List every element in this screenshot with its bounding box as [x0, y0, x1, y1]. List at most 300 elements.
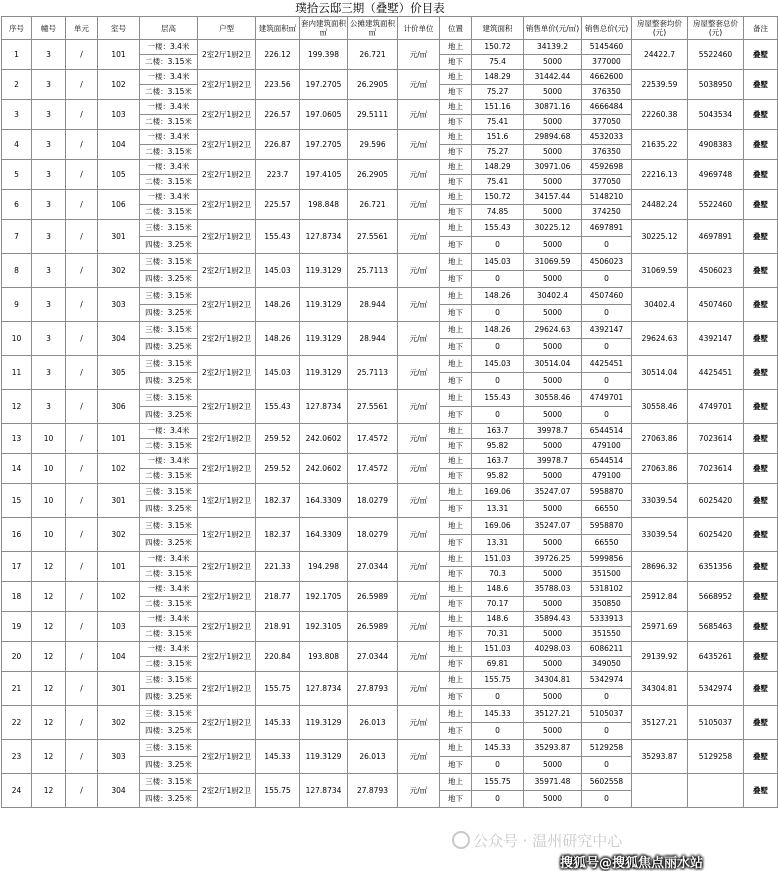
cell-floor-height: 二楼：3.15米 [140, 567, 198, 582]
cell-unit-price: 31442.44 [524, 70, 582, 85]
cell-position: 地下 [440, 305, 472, 322]
cell-room: 101 [98, 424, 140, 454]
cell-sub-area: 151.03 [472, 642, 524, 657]
cell-room: 301 [98, 220, 140, 254]
cell-unit-price: 5000 [524, 757, 582, 774]
cell-position: 地下 [440, 271, 472, 288]
cell-inner-area: 197.2705 [300, 70, 348, 100]
cell-inner-area: 198.848 [300, 190, 348, 220]
cell-shared-area: 27.0344 [348, 552, 398, 582]
cell-shared-area: 18.0279 [348, 484, 398, 518]
cell-unit-price: 35894.43 [524, 612, 582, 627]
column-header: 幢号 [32, 17, 66, 40]
cell-unit: / [66, 322, 98, 356]
cell-building: 12 [32, 774, 66, 808]
cell-shared-area: 28.944 [348, 288, 398, 322]
cell-area: 155.75 [256, 672, 300, 706]
cell-unit-price: 30514.04 [524, 356, 582, 373]
column-header: 备注 [744, 17, 778, 40]
cell-unit-price: 5000 [524, 439, 582, 454]
cell-position: 地上 [440, 100, 472, 115]
cell-sub-total: 5958870 [582, 518, 632, 535]
cell-number: 24 [2, 774, 32, 808]
table-row [2, 672, 778, 689]
cell-room: 105 [98, 160, 140, 190]
cell-note: 叠墅 [744, 160, 778, 190]
cell-floor-height: 四楼：3.25米 [140, 535, 198, 552]
cell-inner-area: 119.3129 [300, 288, 348, 322]
cell-unit-price: 5000 [524, 145, 582, 160]
cell-building: 12 [32, 642, 66, 672]
cell-area: 218.91 [256, 612, 300, 642]
cell-sub-total: 0 [582, 305, 632, 322]
table-row [2, 582, 778, 597]
cell-unit-price: 5000 [524, 501, 582, 518]
cell-layout: 2室2厅1厨2卫 [198, 322, 256, 356]
cell-layout: 2室2厅1厨2卫 [198, 356, 256, 390]
cell-floor-height: 四楼：3.25米 [140, 689, 198, 706]
cell-floor-height: 三楼：3.15米 [140, 288, 198, 305]
cell-note: 叠墅 [744, 518, 778, 552]
cell-shared-area: 27.8793 [348, 672, 398, 706]
cell-price-unit: 元/㎡ [398, 582, 440, 612]
table-row [2, 220, 778, 237]
cell-floor-height: 二楼：3.15米 [140, 205, 198, 220]
cell-unit-price: 40298.03 [524, 642, 582, 657]
cell-area: 145.33 [256, 706, 300, 740]
cell-area: 223.7 [256, 160, 300, 190]
cell-sub-area: 145.03 [472, 356, 524, 373]
cell-number: 9 [2, 288, 32, 322]
cell-room: 304 [98, 774, 140, 808]
cell-unit-price: 5000 [524, 85, 582, 100]
cell-inner-area: 194.298 [300, 552, 348, 582]
cell-sub-total: 376350 [582, 145, 632, 160]
cell-unit-price: 35127.21 [524, 706, 582, 723]
column-header: 公摊建筑面积㎡ [348, 17, 398, 40]
cell-floor-height: 一楼：3.4米 [140, 70, 198, 85]
cell-note: 叠墅 [744, 552, 778, 582]
cell-position: 地上 [440, 424, 472, 439]
cell-floor-height: 四楼：3.25米 [140, 501, 198, 518]
cell-note: 叠墅 [744, 706, 778, 740]
cell-sub-area: 75.27 [472, 145, 524, 160]
cell-floor-height: 一楼：3.4米 [140, 130, 198, 145]
watermark-sohu: 搜狐号@搜狐焦点丽水站 [560, 856, 704, 871]
cell-room: 302 [98, 706, 140, 740]
cell-note: 叠墅 [744, 130, 778, 160]
cell-sub-area: 13.31 [472, 501, 524, 518]
cell-sub-area: 95.82 [472, 469, 524, 484]
cell-unit-price: 39978.7 [524, 454, 582, 469]
column-header: 建筑面积 [472, 17, 524, 40]
cell-number: 22 [2, 706, 32, 740]
cell-unit-price: 5000 [524, 407, 582, 424]
cell-average-price: 30402.4 [632, 288, 688, 322]
cell-sub-total: 4592698 [582, 160, 632, 175]
cell-room: 306 [98, 390, 140, 424]
cell-room: 303 [98, 288, 140, 322]
cell-sub-area: 148.26 [472, 288, 524, 305]
cell-unit-price: 5000 [524, 567, 582, 582]
cell-unit-price: 30558.46 [524, 390, 582, 407]
cell-floor-height: 二楼：3.15米 [140, 115, 198, 130]
cell-sub-total: 5999856 [582, 552, 632, 567]
cell-unit-price: 30871.16 [524, 100, 582, 115]
cell-layout: 2室2厅1厨2卫 [198, 582, 256, 612]
cell-total-price [688, 774, 744, 808]
cell-shared-area: 25.7113 [348, 254, 398, 288]
cell-unit-price: 31069.59 [524, 254, 582, 271]
cell-building: 12 [32, 706, 66, 740]
cell-note: 叠墅 [744, 190, 778, 220]
cell-room: 301 [98, 672, 140, 706]
cell-floor-height: 四楼：3.25米 [140, 757, 198, 774]
cell-position: 地上 [440, 706, 472, 723]
cell-price-unit: 元/㎡ [398, 706, 440, 740]
cell-unit: / [66, 612, 98, 642]
cell-position: 地上 [440, 484, 472, 501]
cell-sub-total: 5333913 [582, 612, 632, 627]
cell-area: 148.26 [256, 322, 300, 356]
cell-position: 地下 [440, 501, 472, 518]
cell-note: 叠墅 [744, 390, 778, 424]
cell-total-price: 5668952 [688, 582, 744, 612]
table-row [2, 706, 778, 723]
cell-note: 叠墅 [744, 424, 778, 454]
column-header: 户型 [198, 17, 256, 40]
column-header: 单元 [66, 17, 98, 40]
cell-position: 地下 [440, 205, 472, 220]
cell-price-unit: 元/㎡ [398, 322, 440, 356]
cell-total-price: 5129258 [688, 740, 744, 774]
cell-area: 148.26 [256, 288, 300, 322]
cell-layout: 2室2厅1厨2卫 [198, 100, 256, 130]
cell-note: 叠墅 [744, 220, 778, 254]
cell-position: 地下 [440, 373, 472, 390]
cell-price-unit: 元/㎡ [398, 160, 440, 190]
table-header-row [2, 17, 778, 40]
table-row [2, 740, 778, 757]
cell-sub-area: 0 [472, 723, 524, 740]
cell-floor-height: 二楼：3.15米 [140, 439, 198, 454]
cell-floor-height: 一楼：3.4米 [140, 612, 198, 627]
cell-floor-height: 四楼：3.25米 [140, 305, 198, 322]
cell-unit-price: 5000 [524, 723, 582, 740]
cell-position: 地上 [440, 390, 472, 407]
table-row [2, 552, 778, 567]
table-row [2, 612, 778, 627]
cell-average-price: 25971.69 [632, 612, 688, 642]
cell-building: 3 [32, 190, 66, 220]
cell-sub-area: 150.72 [472, 40, 524, 55]
cell-shared-area: 26.721 [348, 40, 398, 70]
cell-shared-area: 27.0344 [348, 642, 398, 672]
cell-area: 155.75 [256, 774, 300, 808]
cell-room: 102 [98, 70, 140, 100]
cell-unit: / [66, 424, 98, 454]
cell-building: 12 [32, 552, 66, 582]
cell-note: 叠墅 [744, 70, 778, 100]
cell-unit: / [66, 582, 98, 612]
cell-floor-height: 一楼：3.4米 [140, 582, 198, 597]
cell-average-price: 24422.7 [632, 40, 688, 70]
cell-inner-area: 197.2705 [300, 130, 348, 160]
cell-number: 5 [2, 160, 32, 190]
cell-unit-price: 35247.07 [524, 484, 582, 501]
cell-area: 220.84 [256, 642, 300, 672]
cell-area: 226.87 [256, 130, 300, 160]
cell-sub-total: 351550 [582, 627, 632, 642]
cell-floor-height: 二楼：3.15米 [140, 597, 198, 612]
cell-area: 259.52 [256, 424, 300, 454]
cell-position: 地下 [440, 791, 472, 808]
cell-floor-height: 一楼：3.4米 [140, 100, 198, 115]
cell-note: 叠墅 [744, 40, 778, 70]
cell-position: 地下 [440, 689, 472, 706]
cell-note: 叠墅 [744, 322, 778, 356]
cell-sub-total: 377050 [582, 175, 632, 190]
cell-total-price: 6025420 [688, 518, 744, 552]
cell-sub-area: 145.03 [472, 254, 524, 271]
cell-shared-area: 26.013 [348, 706, 398, 740]
cell-sub-area: 0 [472, 407, 524, 424]
cell-unit-price: 5000 [524, 791, 582, 808]
cell-room: 101 [98, 552, 140, 582]
table-row [2, 70, 778, 85]
cell-total-price: 5342974 [688, 672, 744, 706]
cell-floor-height: 三楼：3.15米 [140, 774, 198, 791]
cell-inner-area: 242.0602 [300, 454, 348, 484]
cell-sub-area: 163.7 [472, 454, 524, 469]
cell-room: 304 [98, 322, 140, 356]
cell-note: 叠墅 [744, 642, 778, 672]
cell-unit-price: 30225.12 [524, 220, 582, 237]
cell-unit: / [66, 390, 98, 424]
cell-layout: 2室2厅1厨2卫 [198, 706, 256, 740]
cell-shared-area: 29.5111 [348, 100, 398, 130]
cell-average-price: 30225.12 [632, 220, 688, 254]
cell-room: 302 [98, 254, 140, 288]
cell-layout: 2室2厅1厨2卫 [198, 774, 256, 808]
cell-note: 叠墅 [744, 774, 778, 808]
cell-position: 地上 [440, 130, 472, 145]
cell-inner-area: 119.3129 [300, 740, 348, 774]
cell-position: 地下 [440, 85, 472, 100]
cell-position: 地上 [440, 612, 472, 627]
cell-position: 地上 [440, 642, 472, 657]
cell-floor-height: 三楼：3.15米 [140, 322, 198, 339]
cell-room: 103 [98, 100, 140, 130]
cell-unit: / [66, 774, 98, 808]
cell-unit: / [66, 356, 98, 390]
cell-floor-height: 一楼：3.4米 [140, 642, 198, 657]
cell-floor-height: 四楼：3.25米 [140, 339, 198, 356]
cell-unit-price: 30971.06 [524, 160, 582, 175]
cell-average-price: 31069.59 [632, 254, 688, 288]
cell-sub-area: 169.06 [472, 518, 524, 535]
column-header: 位置 [440, 17, 472, 40]
cell-sub-total: 0 [582, 373, 632, 390]
cell-floor-height: 三楼：3.15米 [140, 356, 198, 373]
table-row [2, 322, 778, 339]
cell-layout: 2室2厅1厨2卫 [198, 672, 256, 706]
cell-position: 地上 [440, 740, 472, 757]
cell-inner-area: 119.3129 [300, 322, 348, 356]
cell-position: 地上 [440, 220, 472, 237]
table-body [2, 40, 778, 808]
cell-position: 地上 [440, 160, 472, 175]
cell-number: 14 [2, 454, 32, 484]
cell-note: 叠墅 [744, 740, 778, 774]
cell-sub-area: 70.3 [472, 567, 524, 582]
cell-note: 叠墅 [744, 672, 778, 706]
cell-average-price: 24482.24 [632, 190, 688, 220]
cell-average-price: 34304.81 [632, 672, 688, 706]
cell-room: 305 [98, 356, 140, 390]
cell-inner-area: 119.3129 [300, 356, 348, 390]
cell-unit: / [66, 518, 98, 552]
cell-unit: / [66, 190, 98, 220]
cell-sub-total: 5318102 [582, 582, 632, 597]
cell-note: 叠墅 [744, 612, 778, 642]
cell-sub-total: 6544514 [582, 424, 632, 439]
cell-sub-area: 155.75 [472, 672, 524, 689]
cell-unit-price: 5000 [524, 597, 582, 612]
cell-inner-area: 242.0602 [300, 424, 348, 454]
table-row [2, 774, 778, 791]
cell-layout: 2室2厅1厨2卫 [198, 130, 256, 160]
cell-position: 地下 [440, 237, 472, 254]
cell-sub-total: 0 [582, 271, 632, 288]
cell-inner-area: 199.398 [300, 40, 348, 70]
cell-layout: 2室2厅1厨2卫 [198, 740, 256, 774]
cell-price-unit: 元/㎡ [398, 424, 440, 454]
cell-unit-price: 5000 [524, 535, 582, 552]
cell-sub-area: 0 [472, 305, 524, 322]
cell-unit: / [66, 130, 98, 160]
cell-floor-height: 三楼：3.15米 [140, 740, 198, 757]
cell-layout: 1室2厅1厨2卫 [198, 518, 256, 552]
cell-sub-total: 374250 [582, 205, 632, 220]
cell-building: 3 [32, 322, 66, 356]
cell-building: 3 [32, 160, 66, 190]
cell-room: 104 [98, 130, 140, 160]
cell-room: 303 [98, 740, 140, 774]
cell-number: 11 [2, 356, 32, 390]
cell-sub-total: 6086211 [582, 642, 632, 657]
cell-price-unit: 元/㎡ [398, 70, 440, 100]
cell-area: 218.77 [256, 582, 300, 612]
cell-sub-area: 0 [472, 757, 524, 774]
cell-layout: 2室2厅1厨2卫 [198, 70, 256, 100]
cell-area: 145.03 [256, 254, 300, 288]
cell-unit: / [66, 740, 98, 774]
cell-average-price: 33039.54 [632, 518, 688, 552]
cell-floor-height: 四楼：3.25米 [140, 271, 198, 288]
cell-sub-total: 0 [582, 791, 632, 808]
cell-sub-total: 4425451 [582, 356, 632, 373]
cell-floor-height: 三楼：3.15米 [140, 484, 198, 501]
cell-layout: 2室2厅1厨2卫 [198, 160, 256, 190]
cell-price-unit: 元/㎡ [398, 612, 440, 642]
cell-average-price: 35293.87 [632, 740, 688, 774]
cell-room: 302 [98, 518, 140, 552]
cell-sub-area: 75.4 [472, 55, 524, 70]
cell-total-price: 4697891 [688, 220, 744, 254]
cell-building: 12 [32, 672, 66, 706]
cell-sub-total: 6544514 [582, 454, 632, 469]
cell-price-unit: 元/㎡ [398, 190, 440, 220]
cell-shared-area: 26.013 [348, 740, 398, 774]
cell-note: 叠墅 [744, 582, 778, 612]
cell-sub-total: 0 [582, 407, 632, 424]
cell-layout: 2室2厅1厨2卫 [198, 40, 256, 70]
cell-sub-total: 5145460 [582, 40, 632, 55]
cell-unit-price: 35971.48 [524, 774, 582, 791]
cell-floor-height: 二楼：3.15米 [140, 657, 198, 672]
cell-sub-total: 0 [582, 689, 632, 706]
cell-building: 10 [32, 484, 66, 518]
table-row [2, 454, 778, 469]
cell-layout: 2室2厅1厨2卫 [198, 220, 256, 254]
column-header: 室号 [98, 17, 140, 40]
cell-unit: / [66, 484, 98, 518]
cell-total-price: 4425451 [688, 356, 744, 390]
cell-average-price: 22539.59 [632, 70, 688, 100]
cell-position: 地上 [440, 774, 472, 791]
cell-sub-total: 0 [582, 237, 632, 254]
cell-price-unit: 元/㎡ [398, 130, 440, 160]
cell-total-price: 4908383 [688, 130, 744, 160]
cell-area: 221.33 [256, 552, 300, 582]
cell-sub-area: 151.16 [472, 100, 524, 115]
cell-position: 地上 [440, 322, 472, 339]
cell-position: 地上 [440, 672, 472, 689]
column-header: 层高 [140, 17, 198, 40]
cell-shared-area: 17.4572 [348, 454, 398, 484]
watermark-line1: 公众号 · 温州研究中心 [473, 832, 623, 850]
cell-building: 10 [32, 518, 66, 552]
cell-area: 145.33 [256, 740, 300, 774]
cell-inner-area: 164.3309 [300, 518, 348, 552]
cell-floor-height: 四楼：3.25米 [140, 373, 198, 390]
cell-layout: 2室2厅1厨2卫 [198, 552, 256, 582]
cell-room: 102 [98, 454, 140, 484]
cell-average-price: 29139.92 [632, 642, 688, 672]
cell-shared-area: 29.596 [348, 130, 398, 160]
cell-sub-area: 0 [472, 373, 524, 390]
cell-room: 301 [98, 484, 140, 518]
cell-unit-price: 5000 [524, 271, 582, 288]
cell-shared-area: 26.5989 [348, 582, 398, 612]
cell-building: 3 [32, 70, 66, 100]
table-row [2, 100, 778, 115]
cell-position: 地下 [440, 115, 472, 130]
cell-shared-area: 27.5561 [348, 220, 398, 254]
cell-average-price: 27063.86 [632, 454, 688, 484]
cell-number: 6 [2, 190, 32, 220]
cell-building: 3 [32, 390, 66, 424]
cell-position: 地下 [440, 723, 472, 740]
cell-unit-price: 35247.07 [524, 518, 582, 535]
cell-floor-height: 一楼：3.4米 [140, 552, 198, 567]
cell-building: 3 [32, 288, 66, 322]
cell-inner-area: 197.4105 [300, 160, 348, 190]
cell-sub-total: 5958870 [582, 484, 632, 501]
cell-layout: 2室2厅1厨2卫 [198, 424, 256, 454]
cell-sub-total: 5342974 [582, 672, 632, 689]
